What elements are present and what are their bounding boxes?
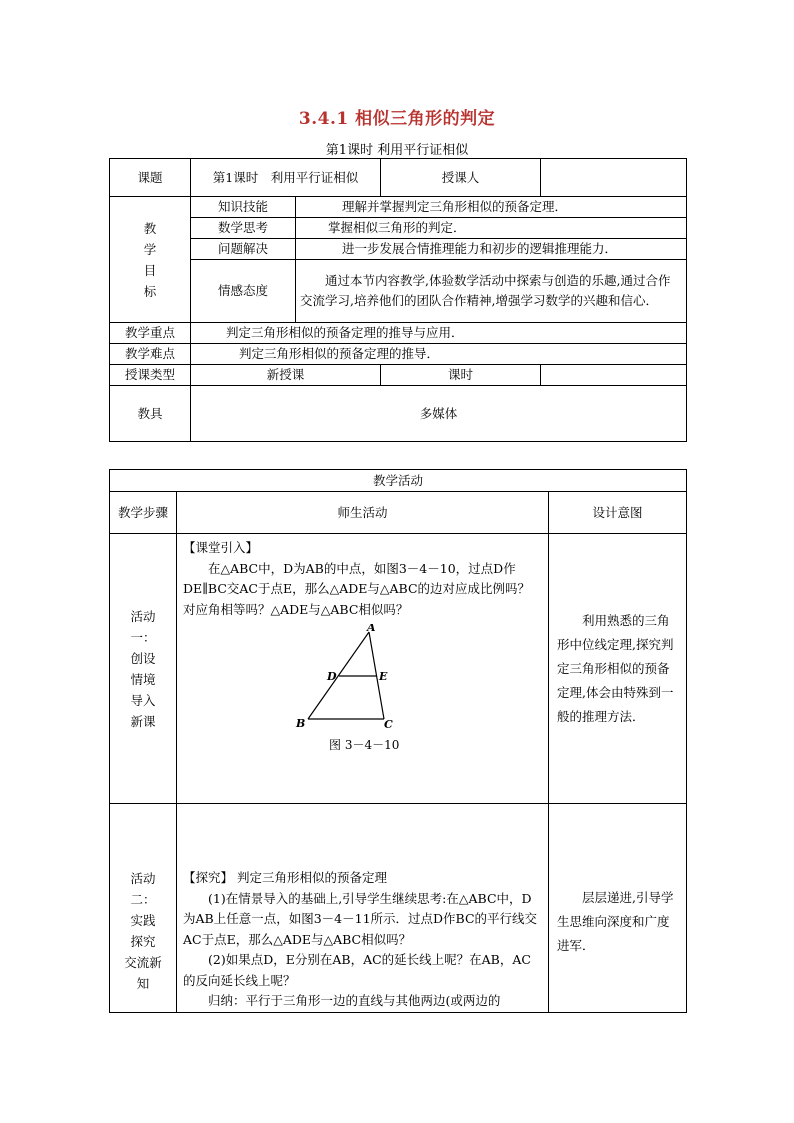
activity-header: 教学活动 [110, 470, 687, 492]
key-point-text: 判定三角形相似的预备定理的推导与应用． [191, 323, 687, 344]
hours-label: 课时 [381, 365, 541, 386]
activity-content [177, 534, 549, 804]
difficulty-text: 判定三角形相似的预备定理的推导． [191, 344, 687, 365]
col-design: 设计意图 [549, 492, 687, 534]
tools-label: 教具 [110, 386, 191, 442]
label-a: A [366, 624, 376, 634]
activity-step: 活动 一： 创设 情境 导入 新课 [110, 534, 177, 804]
lesson-info-table [109, 158, 687, 442]
tools-value: 多媒体 [191, 386, 687, 442]
type-label: 授课类型 [110, 365, 191, 386]
label-c: C [383, 718, 393, 731]
triangle-figure [183, 624, 542, 755]
key-point-label: 教学重点 [110, 323, 191, 344]
topic-label: 课题 [110, 159, 191, 197]
activity-text: 归纳：平行于三角形一边的直线与其他两边(或两边的 [208, 993, 501, 1008]
triangle-diagram [293, 624, 433, 732]
page-subtitle: 第1课时 利用平行证相似 [325, 143, 469, 158]
goal-text: 掌握相似三角形的判定． [296, 218, 687, 239]
goal-text: 理解并掌握判定三角形相似的预备定理． [296, 197, 687, 218]
activity-text: (2)如果点D，E分别在AB，AC的延长线上呢？在AB，AC的反向延长线上呢？ [183, 952, 531, 988]
type-value: 新授课 [191, 365, 381, 386]
label-b: B [295, 717, 305, 730]
design-intent: 层层递进,引导学生思维向深度和广度进军． [549, 804, 687, 1013]
activity-text: 在△ABC中，D为AB的中点，如图3－4－10，过点D作DE∥BC交AC于点E，那么△ADE与△ABC的边对应成比例吗？对应角相等吗？△ADE与△ABC相似吗？ [183, 560, 531, 617]
goal-text: 进一步发展合情推理能力和初步的逻辑推理能力． [296, 239, 687, 260]
figure-caption: 图 3－4－10 [329, 737, 400, 752]
teacher-label: 授课人 [381, 159, 541, 197]
activity-text: (1)在情景导入的基础上,引导学生继续思考:在△ABC中，D为AB上任意一点，如图3－4－11所示．过点D作BC的平行线交AC于点E，那么△ADE与△ABC相似吗？ [183, 890, 538, 947]
hours-value [541, 365, 687, 386]
goal-name: 数学思考 [191, 218, 296, 239]
design-intent: 利用熟悉的三角形中位线定理,探究判定三角形相似的预备定理,体会由特殊到一般的推理方法． [549, 534, 687, 804]
activity-table [109, 469, 687, 1013]
label-d: D [326, 670, 337, 683]
difficulty-label: 教学难点 [110, 344, 191, 365]
col-step: 教学步骤 [110, 492, 177, 534]
activity-step: 活动 二： 实践 探究 交流新 知 [110, 804, 177, 1013]
topic-value: 第1课时 利用平行证相似 [191, 159, 381, 197]
goals-label: 教 学 目 标 [110, 197, 191, 323]
teacher-value [541, 159, 687, 197]
section-heading: 【探究】 判定三角形相似的预备定理 [183, 870, 387, 885]
goal-name: 情感态度 [191, 260, 296, 323]
label-e: E [378, 670, 387, 683]
goal-name: 问题解决 [191, 239, 296, 260]
section-heading: 【课堂引入】 [183, 540, 259, 555]
activity-content [177, 804, 549, 1013]
page-title: 3.4.1 相似三角形的判定 [298, 109, 496, 129]
col-activity: 师生活动 [177, 492, 549, 534]
goal-text: 通过本节内容教学,体验数学活动中探索与创造的乐趣,通过合作交流学习,培养他们的团队合作精神,增强学习数学的兴趣和信心． [296, 260, 687, 323]
goal-name: 知识技能 [191, 197, 296, 218]
